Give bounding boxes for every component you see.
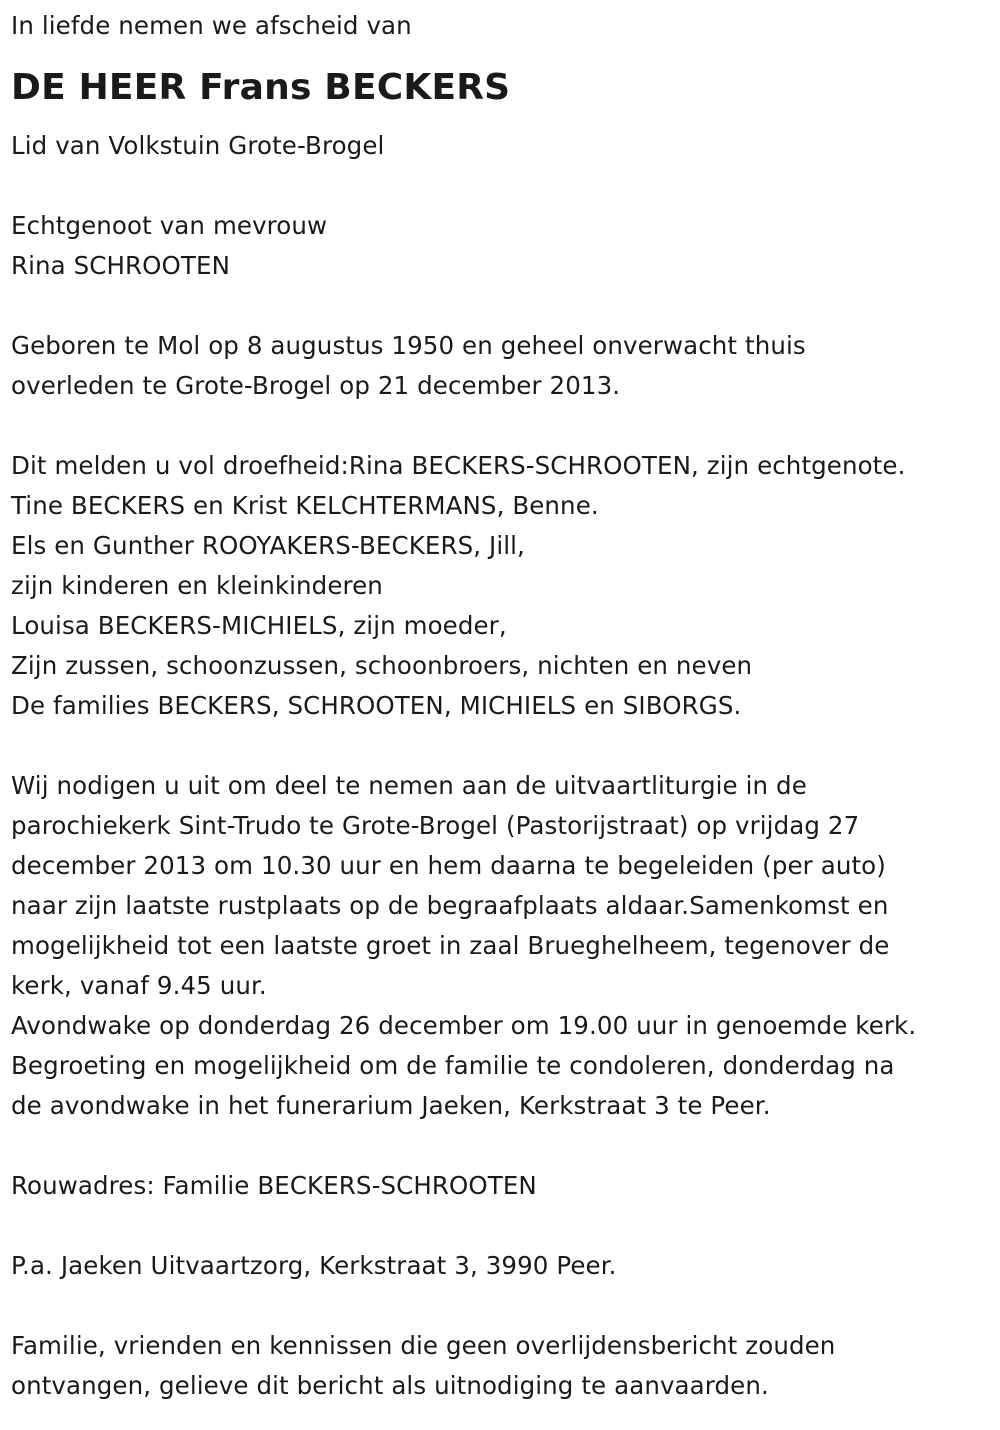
deceased-name: DE HEER Frans BECKERS (11, 67, 511, 108)
family-line: Zijn zussen, schoonzussen, schoonbroers, nichten en neven (11, 651, 753, 680)
funeral-line: mogelijkheid tot een laatste groet in zaal Brueghelheem, tegenover de (11, 931, 890, 960)
family-line: Dit melden u vol droefheid:Rina BECKERS-SCHROOTEN, zijn echtgenote. (11, 451, 906, 480)
spacer (11, 406, 991, 446)
spacer (11, 166, 991, 206)
birth-death-line: overleden te Grote-Brogel op 21 december 2013. (11, 371, 621, 400)
funeral-line: Avondwake op donderdag 26 december om 19.00 uur in genoemde kerk. (11, 1011, 917, 1040)
funeral-line: Wij nodigen u uit om deel te nemen aan de uitvaartliturgie in de (11, 771, 807, 800)
family-line: zijn kinderen en kleinkinderen (11, 571, 383, 600)
spacer (11, 726, 991, 766)
funeral-line: december 2013 om 10.30 uur en hem daarna te begeleiden (per auto) (11, 851, 886, 880)
closing-paragraph (11, 1326, 991, 1406)
spacer (11, 1286, 991, 1326)
family-line: Louisa BECKERS-MICHIELS, zijn moeder, (11, 611, 507, 640)
funeral-paragraph (11, 766, 991, 1126)
funeral-line: parochiekerk Sint-Trudo te Grote-Brogel (Pastorijstraat) op vrijdag 27 (11, 811, 860, 840)
funeral-line: Begroeting en mogelijkheid om de familie te condoleren, donderdag na (11, 1051, 895, 1080)
closing-line: Familie, vrienden en kennissen die geen overlijdensbericht zouden (11, 1331, 836, 1360)
family-line: Tine BECKERS en Krist KELCHTERMANS, Benne. (11, 491, 599, 520)
birth-death-paragraph (11, 326, 991, 406)
family-line: Els en Gunther ROOYAKERS-BECKERS, Jill, (11, 531, 525, 560)
funeral-line: kerk, vanaf 9.45 uur. (11, 971, 267, 1000)
family-paragraph (11, 446, 991, 726)
care-of-address: P.a. Jaeken Uitvaartzorg, Kerkstraat 3, 3990 Peer. (11, 1251, 617, 1280)
spouse-line: Rina SCHROOTEN (11, 251, 231, 280)
funeral-line: de avondwake in het funerarium Jaeken, Kerkstraat 3 te Peer. (11, 1091, 771, 1120)
birth-death-line: Geboren te Mol op 8 augustus 1950 en geheel onverwacht thuis (11, 331, 806, 360)
spacer (11, 1126, 991, 1166)
obituary-document (11, 6, 991, 1406)
mourning-address: Rouwadres: Familie BECKERS-SCHROOTEN (11, 1171, 537, 1200)
funeral-line: naar zijn laatste rustplaats op de begraafplaats aldaar.Samenkomst en (11, 891, 889, 920)
closing-line: ontvangen, gelieve dit bericht als uitnodiging te aanvaarden. (11, 1371, 769, 1400)
family-line: De families BECKERS, SCHROOTEN, MICHIELS en SIBORGS. (11, 691, 742, 720)
spacer (11, 1206, 991, 1246)
intro-text: In liefde nemen we afscheid van (11, 11, 412, 40)
spouse-line: Echtgenoot van mevrouw (11, 211, 328, 240)
spouse-paragraph (11, 206, 991, 286)
spacer (11, 286, 991, 326)
membership-text: Lid van Volkstuin Grote-Brogel (11, 131, 385, 160)
